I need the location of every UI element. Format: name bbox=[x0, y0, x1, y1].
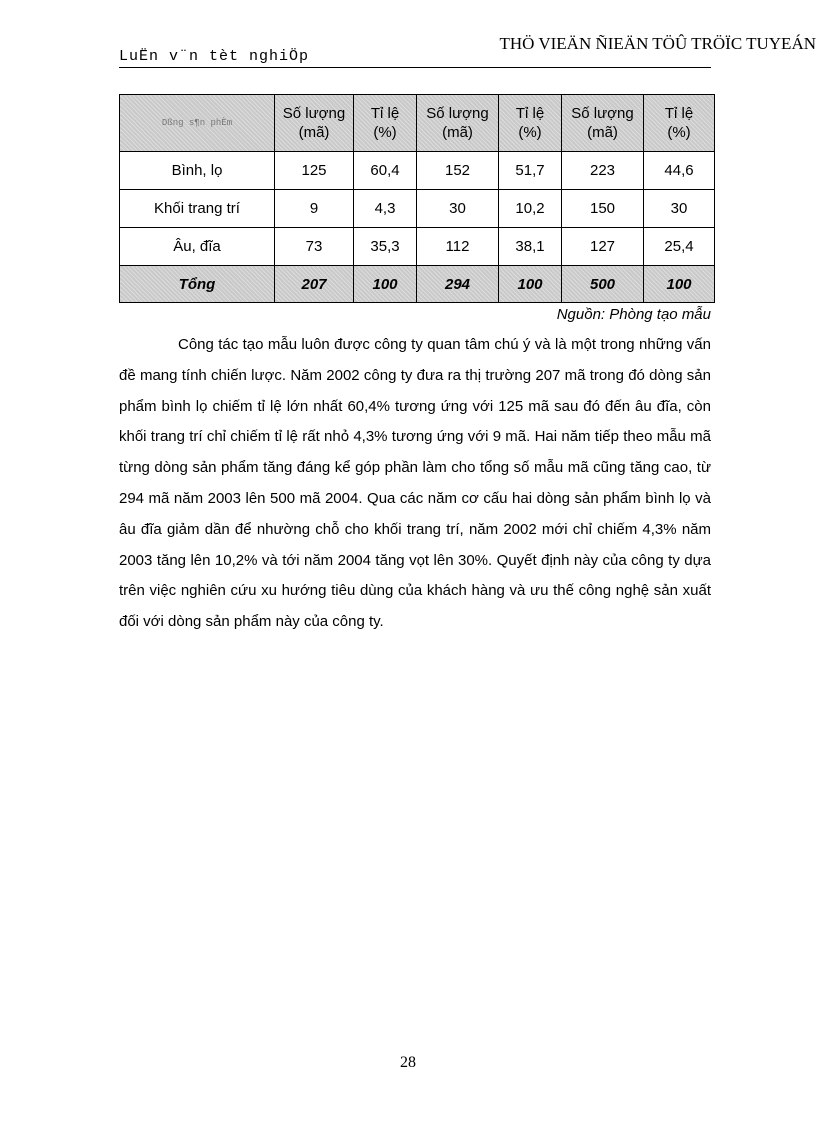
row-label: Khối trang trí bbox=[120, 190, 275, 228]
total-cell: 100 bbox=[644, 266, 715, 303]
running-header-left: LuËn v¨n tèt nghiÖp bbox=[119, 48, 310, 65]
table-cell: 30 bbox=[417, 190, 499, 228]
total-cell: 294 bbox=[417, 266, 499, 303]
page-number: 28 bbox=[400, 1054, 416, 1071]
total-cell: 207 bbox=[275, 266, 354, 303]
table-cell: 73 bbox=[275, 228, 354, 266]
running-header-right: THÖ VIEÄN ÑIEÄN TÖÛ TRÖÏC TUYEÁN bbox=[499, 34, 816, 53]
table-cell: 25,4 bbox=[644, 228, 715, 266]
column-header: Tỉ lệ (%) bbox=[354, 95, 417, 152]
table-cell: 223 bbox=[562, 152, 644, 190]
table-row bbox=[120, 190, 715, 228]
table-header-row bbox=[120, 95, 715, 152]
total-label: Tổng bbox=[120, 266, 275, 303]
body-paragraph: Công tác tạo mẫu luôn được công ty quan tâm chú ý và là một trong những vấn đề mang tính chiến lược. Năm 2002 công ty đưa ra thị trường 207 mã trong đó dòng sản phẩm bình lọ chiếm tỉ lệ lớn nhất 60,4% tương ứng với 125 mã sau đó đến âu đĩa, còn khối trang trí chỉ chiếm tỉ lệ rất nhỏ 4,3% tương ứng với 9 mã. Hai năm tiếp theo mẫu mã từng dòng sản phẩm tăng đáng kể góp phần làm cho tổng số mẫu mã cũng tăng cao, từ 294 mã năm 2003 lên 500 mã 2004. Qua các năm cơ cấu hai dòng sản phẩm bình lọ và âu đĩa giảm dần để nhường chỗ cho khối trang trí, năm 2002 mới chỉ chiếm 4,3% năm 2003 tăng lên 10,2% và tới năm 2004 tăng vọt lên 30%. Quyết định này của công ty dựa trên việc nghiên cứu xu hướng tiêu dùng của khách hàng và ưu thế công nghệ sản xuất đối với dòng sản phẩm này của công ty. bbox=[119, 336, 711, 631]
total-cell: 100 bbox=[499, 266, 562, 303]
table-row bbox=[120, 152, 715, 190]
table-row bbox=[120, 228, 715, 266]
row-label: Âu, đĩa bbox=[120, 228, 275, 266]
column-header: Số lượng (mã) bbox=[275, 95, 354, 152]
column-header: Số lượng (mã) bbox=[417, 95, 499, 152]
table-cell: 30 bbox=[644, 190, 715, 228]
column-header: Tỉ lệ (%) bbox=[644, 95, 715, 152]
total-cell: 500 bbox=[562, 266, 644, 303]
table-cell: 152 bbox=[417, 152, 499, 190]
table-cell: 38,1 bbox=[499, 228, 562, 266]
table-total-row bbox=[120, 266, 715, 303]
table-source-note: Nguồn: Phòng tạo mẫu bbox=[556, 306, 711, 323]
total-cell: 100 bbox=[354, 266, 417, 303]
product-sample-table bbox=[119, 94, 715, 303]
table-cell: 60,4 bbox=[354, 152, 417, 190]
table-cell: 51,7 bbox=[499, 152, 562, 190]
table-cell: 10,2 bbox=[499, 190, 562, 228]
header-rule bbox=[119, 67, 711, 68]
table-cell: 44,6 bbox=[644, 152, 715, 190]
row-label: Bình, lọ bbox=[120, 152, 275, 190]
table-cell: 112 bbox=[417, 228, 499, 266]
column-header: Tỉ lệ (%) bbox=[499, 95, 562, 152]
column-header: Số lượng (mã) bbox=[562, 95, 644, 152]
table-cell: 150 bbox=[562, 190, 644, 228]
product-column-header: Dßng s¶n phÈm bbox=[120, 95, 275, 152]
table-cell: 127 bbox=[562, 228, 644, 266]
table-cell: 4,3 bbox=[354, 190, 417, 228]
table-cell: 9 bbox=[275, 190, 354, 228]
table-cell: 125 bbox=[275, 152, 354, 190]
table-cell: 35,3 bbox=[354, 228, 417, 266]
